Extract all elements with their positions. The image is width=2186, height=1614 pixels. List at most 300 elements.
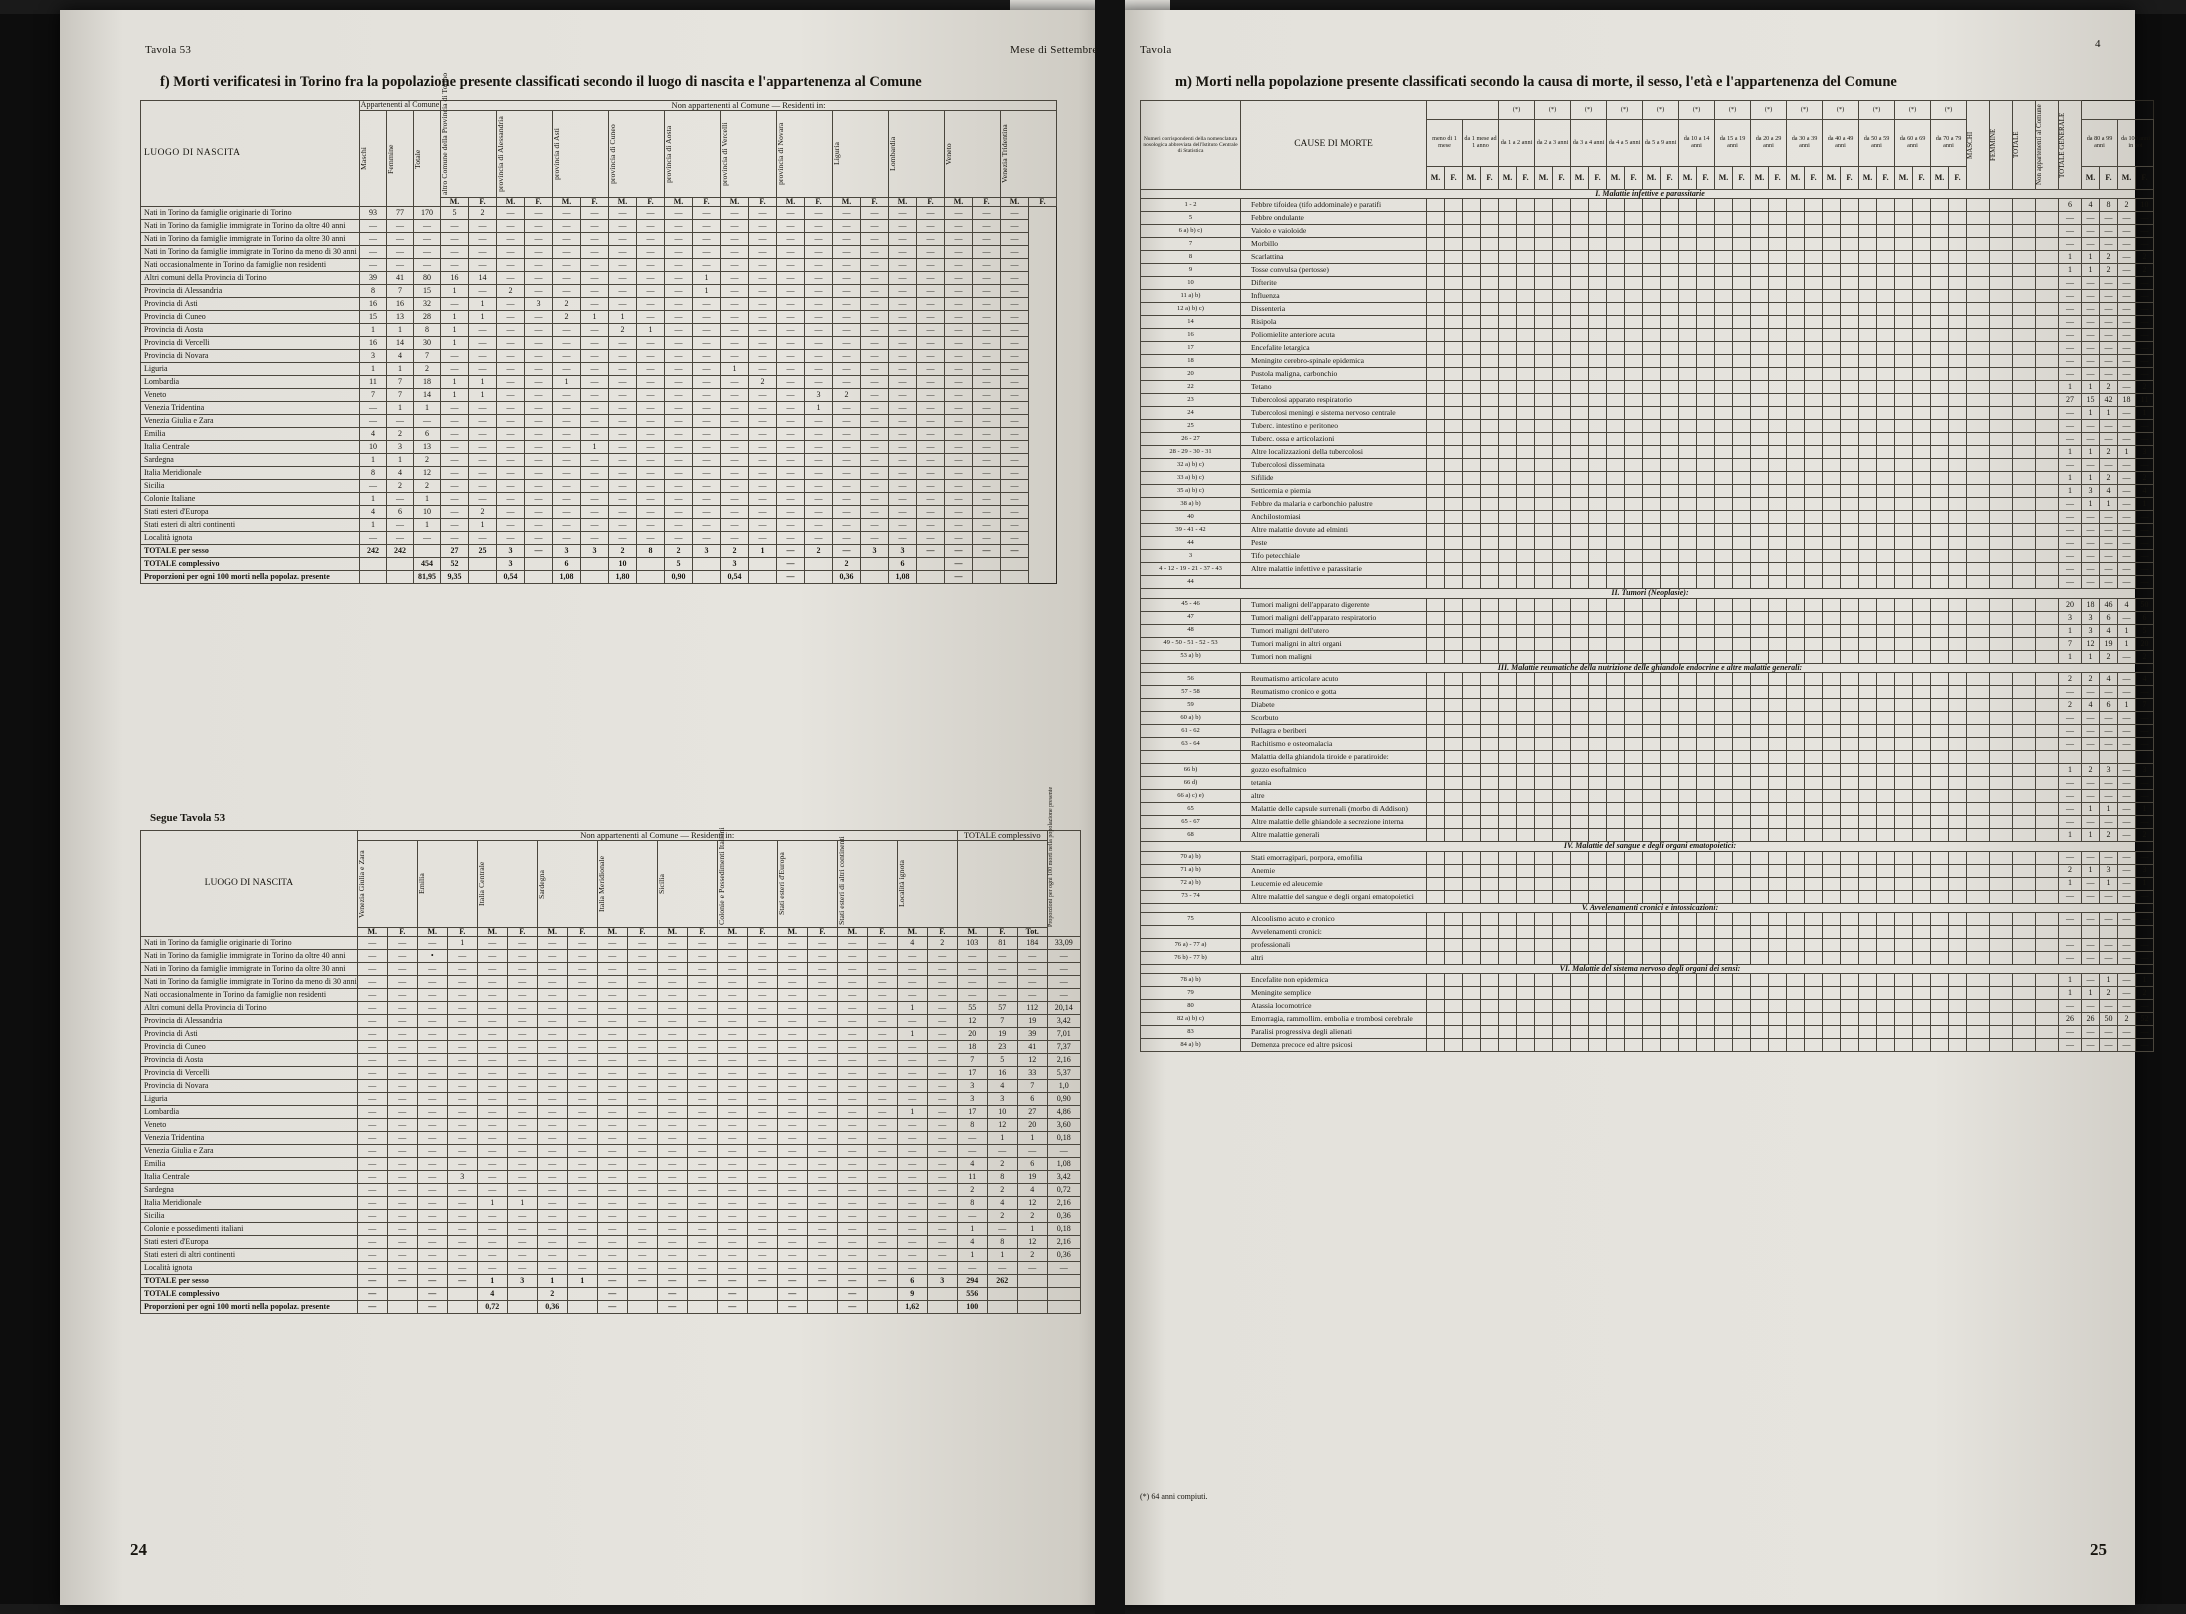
data-cell: — (469, 220, 497, 233)
data-cell (1949, 686, 1967, 699)
data-cell (1571, 1039, 1589, 1052)
data-cell (1643, 537, 1661, 550)
data-cell (1571, 624, 1589, 637)
book-gutter (1095, 0, 1125, 1614)
data-cell: — (1001, 311, 1029, 324)
data-cell: — (360, 259, 387, 272)
data-cell: — (777, 1158, 807, 1171)
data-cell: — (889, 272, 917, 285)
data-cell (1661, 550, 1679, 563)
data-cell (1535, 1026, 1553, 1039)
data-cell (1895, 264, 1913, 277)
data-cell (693, 571, 721, 584)
data-cell (2013, 225, 2036, 238)
data-cell (1643, 777, 1661, 790)
data-cell: — (525, 337, 553, 350)
mf-subheader: M. (441, 197, 469, 206)
data-cell: — (567, 1015, 597, 1028)
row-label: Tumori maligni dell'apparato digerente (1241, 598, 1427, 611)
total-cell: 1 (2059, 251, 2082, 264)
data-cell: — (627, 1041, 657, 1054)
data-cell (1481, 355, 1499, 368)
data-cell: — (717, 1301, 747, 1314)
data-cell: — (537, 1210, 567, 1223)
data-cell (747, 1301, 777, 1314)
data-cell (1841, 485, 1859, 498)
data-cell: — (777, 1210, 807, 1223)
data-cell: 1 (749, 545, 777, 558)
data-cell (1607, 803, 1625, 816)
data-cell (1769, 790, 1787, 803)
data-cell (637, 571, 665, 584)
data-cell: — (665, 363, 693, 376)
data-cell (2013, 251, 2036, 264)
data-cell (2036, 650, 2059, 663)
data-cell: 1 (469, 519, 497, 532)
data-cell: — (627, 1106, 657, 1119)
data-cell: 1,08 (889, 571, 917, 584)
data-cell (1679, 576, 1697, 589)
data-cell: — (717, 963, 747, 976)
data-cell (1607, 433, 1625, 446)
data-cell: — (597, 1119, 627, 1132)
row-label: Altri comuni della Provincia di Torino (141, 272, 360, 285)
data-cell: — (417, 976, 447, 989)
data-cell (1990, 650, 2013, 663)
data-cell (2013, 238, 2036, 251)
total-cell: — (2082, 459, 2100, 472)
data-cell (1589, 446, 1607, 459)
data-cell: — (693, 519, 721, 532)
data-cell: 3 (360, 350, 387, 363)
data-cell: 5,37 (1047, 1067, 1080, 1080)
data-cell (1895, 1039, 1913, 1052)
data-cell (1589, 790, 1607, 803)
data-cell (1661, 498, 1679, 511)
total-cell: — (2082, 316, 2100, 329)
data-cell: — (417, 1288, 447, 1301)
data-cell (1571, 264, 1589, 277)
data-cell (1017, 1301, 1047, 1314)
data-cell (1877, 459, 1895, 472)
data-cell: — (507, 1119, 537, 1132)
data-cell: — (973, 246, 1001, 259)
data-cell (1589, 329, 1607, 342)
data-cell (1769, 803, 1787, 816)
data-cell: 1 (805, 402, 833, 415)
data-cell (1751, 951, 1769, 964)
data-cell (1697, 290, 1715, 303)
data-cell (1463, 498, 1481, 511)
data-cell: — (1001, 220, 1029, 233)
data-cell (1823, 511, 1841, 524)
data-cell (1913, 329, 1931, 342)
row-label: Anemie (1241, 864, 1427, 877)
data-cell (1967, 738, 1990, 751)
data-cell (1571, 637, 1589, 650)
data-cell (2013, 420, 2036, 433)
mf-subheader: F. (1589, 166, 1607, 189)
row-label: Lombardia (141, 1106, 358, 1119)
data-cell: 2 (721, 545, 749, 558)
mf-subheader: M. (1001, 197, 1029, 206)
data-cell: — (805, 272, 833, 285)
data-cell: 77 (387, 207, 414, 220)
data-cell: — (717, 1119, 747, 1132)
total-cell: — (2059, 951, 2082, 964)
data-cell (1877, 199, 1895, 212)
data-cell: — (507, 950, 537, 963)
data-cell (1967, 764, 1990, 777)
data-cell: — (717, 1171, 747, 1184)
total-cell: 4 (2118, 598, 2136, 611)
data-cell: — (417, 1002, 447, 1015)
data-cell (1697, 485, 1715, 498)
data-cell (1931, 576, 1949, 589)
age-group-header: da 30 a 39 anni (1787, 120, 1823, 166)
nomenclature-code (1141, 925, 1241, 938)
age-group-header: da 1 mese ad 1 anno (1463, 120, 1499, 166)
data-cell (1571, 563, 1589, 576)
data-cell (1499, 251, 1517, 264)
total-cell: — (2100, 316, 2118, 329)
data-cell (1607, 1039, 1625, 1052)
data-cell (1427, 446, 1445, 459)
data-cell (1499, 316, 1517, 329)
data-cell (1481, 987, 1499, 1000)
data-cell (2036, 264, 2059, 277)
data-cell (1427, 637, 1445, 650)
data-cell (1877, 686, 1895, 699)
data-cell (1841, 637, 1859, 650)
data-cell (1499, 974, 1517, 987)
data-cell (1805, 212, 1823, 225)
total-cell: — (2136, 368, 2154, 381)
data-cell (1679, 277, 1697, 290)
mf-subheader: M. (1427, 166, 1445, 189)
data-cell (1949, 951, 1967, 964)
total-cell: 3 (2100, 764, 2118, 777)
data-cell (507, 1288, 537, 1301)
row-label: Provincia di Alessandria (141, 285, 360, 298)
data-cell (1463, 686, 1481, 699)
table-row (141, 363, 1057, 376)
data-cell (1895, 251, 1913, 264)
data-cell (1427, 251, 1445, 264)
mf-subheader: F. (627, 927, 657, 936)
data-cell: — (717, 976, 747, 989)
data-cell (1463, 725, 1481, 738)
table-row (1141, 446, 2154, 459)
data-cell (1571, 650, 1589, 663)
data-cell (1607, 212, 1625, 225)
data-cell: 81 (987, 937, 1017, 950)
data-cell (1445, 1039, 1463, 1052)
data-cell (1715, 650, 1733, 663)
data-cell (1553, 342, 1571, 355)
data-cell (1967, 624, 1990, 637)
data-cell (1643, 225, 1661, 238)
data-cell (1859, 524, 1877, 537)
data-cell (1931, 803, 1949, 816)
data-cell (1877, 816, 1895, 829)
data-cell: — (777, 1145, 807, 1158)
data-cell (987, 1288, 1017, 1301)
table-row (1141, 303, 2154, 316)
data-cell (1517, 738, 1535, 751)
data-cell (1931, 407, 1949, 420)
mf-subheader: M. (721, 197, 749, 206)
data-cell: — (637, 441, 665, 454)
data-cell: — (417, 1067, 447, 1080)
data-cell: — (553, 337, 581, 350)
data-cell (1967, 225, 1990, 238)
data-cell: — (567, 1093, 597, 1106)
data-cell (1589, 637, 1607, 650)
data-cell: — (627, 989, 657, 1002)
data-cell: — (507, 1106, 537, 1119)
data-cell (1823, 1039, 1841, 1052)
data-cell: — (897, 1093, 927, 1106)
data-cell: — (957, 1145, 987, 1158)
data-cell: — (833, 480, 861, 493)
total-cell: 1 (2082, 407, 2100, 420)
data-cell: — (777, 989, 807, 1002)
data-cell: — (837, 1171, 867, 1184)
data-cell (2036, 925, 2059, 938)
data-cell (1990, 951, 2013, 964)
table-row (1141, 355, 2154, 368)
data-cell: — (665, 441, 693, 454)
data-cell (1463, 433, 1481, 446)
data-cell (1805, 576, 1823, 589)
data-cell: — (507, 1158, 537, 1171)
data-cell (1535, 277, 1553, 290)
total-cell: — (2059, 1039, 2082, 1052)
data-cell: — (417, 1015, 447, 1028)
row-label: Venezia Tridentina (141, 402, 360, 415)
section-header-row (1141, 842, 2154, 851)
data-cell: — (497, 246, 525, 259)
data-cell: — (665, 298, 693, 311)
data-cell (1697, 342, 1715, 355)
data-cell (1607, 264, 1625, 277)
mf-subheader: F. (1805, 166, 1823, 189)
data-cell: — (567, 1002, 597, 1015)
data-cell (1715, 1013, 1733, 1026)
data-cell: — (805, 467, 833, 480)
data-cell: 1 (693, 285, 721, 298)
data-cell: — (637, 350, 665, 363)
data-cell (1625, 738, 1643, 751)
data-cell (1715, 550, 1733, 563)
row-label: Tuberc. ossa e articolazioni (1241, 433, 1427, 446)
data-cell: — (747, 1002, 777, 1015)
data-cell (1589, 472, 1607, 485)
data-cell (1625, 1000, 1643, 1013)
data-cell (1499, 699, 1517, 712)
data-cell: — (807, 1262, 837, 1275)
data-cell (1733, 738, 1751, 751)
data-cell (1823, 537, 1841, 550)
mf-subheader: F. (1769, 166, 1787, 189)
table-row (141, 519, 1057, 532)
data-cell: 1 (1017, 1132, 1047, 1145)
age-group-header: da 60 a 69 anni (1895, 120, 1931, 166)
table-row (1141, 563, 2154, 576)
data-cell (1751, 446, 1769, 459)
data-cell (2036, 472, 2059, 485)
data-cell (1751, 686, 1769, 699)
row-label: altri (1241, 951, 1427, 964)
data-cell (1751, 864, 1769, 877)
data-cell (1733, 342, 1751, 355)
data-cell: — (477, 1184, 507, 1197)
mf-subheader: F. (1949, 166, 1967, 189)
table-row (1141, 598, 2154, 611)
data-cell (1499, 611, 1517, 624)
total-cell: 46 (2100, 598, 2118, 611)
data-cell (1463, 1000, 1481, 1013)
row-label: Pustola maligna, carbonchio (1241, 368, 1427, 381)
table-row (1141, 777, 2154, 790)
total-cell: 1 (2136, 803, 2154, 816)
data-cell: 1 (721, 363, 749, 376)
data-cell: — (477, 1236, 507, 1249)
total-cell: 2 (2059, 673, 2082, 686)
data-cell (1733, 537, 1751, 550)
data-cell: — (807, 950, 837, 963)
data-cell (2036, 290, 2059, 303)
data-cell: — (567, 1067, 597, 1080)
data-cell: — (889, 220, 917, 233)
data-cell: 10 (609, 558, 637, 571)
data-cell (1589, 407, 1607, 420)
data-cell (1553, 738, 1571, 751)
data-cell (1427, 764, 1445, 777)
data-cell (1697, 803, 1715, 816)
data-cell: — (637, 285, 665, 298)
mf-subheader: F. (637, 197, 665, 206)
data-cell: — (805, 298, 833, 311)
data-cell (1823, 290, 1841, 303)
data-cell: 8 (360, 467, 387, 480)
data-cell (1463, 225, 1481, 238)
total-cell: — (2118, 890, 2136, 903)
data-cell (1553, 459, 1571, 472)
data-cell (1823, 624, 1841, 637)
data-cell (1859, 498, 1877, 511)
total-cell: — (2118, 790, 2136, 803)
table-row (141, 1106, 1081, 1119)
data-cell (1967, 912, 1990, 925)
data-cell (1805, 524, 1823, 537)
data-cell: 10 (414, 506, 441, 519)
data-cell (1589, 524, 1607, 537)
data-cell (1787, 751, 1805, 764)
data-cell: — (833, 324, 861, 337)
data-cell: — (1001, 519, 1029, 532)
data-cell: — (637, 389, 665, 402)
data-cell (1967, 498, 1990, 511)
data-cell: — (833, 376, 861, 389)
data-cell (2036, 816, 2059, 829)
data-cell: — (597, 1236, 627, 1249)
table-row (141, 493, 1057, 506)
total-cell: 2 (2082, 764, 2100, 777)
data-cell (1931, 459, 1949, 472)
total-cell: 1 (2059, 877, 2082, 890)
data-cell (1553, 251, 1571, 264)
total-cell (2059, 925, 2082, 938)
data-cell (1805, 912, 1823, 925)
data-cell (1823, 816, 1841, 829)
data-cell: — (567, 1041, 597, 1054)
data-cell: — (897, 1262, 927, 1275)
data-cell (2013, 877, 2036, 890)
data-cell (1427, 611, 1445, 624)
data-cell (1733, 277, 1751, 290)
nomenclature-code: 22 (1141, 381, 1241, 394)
data-cell (1607, 238, 1625, 251)
data-cell (1679, 407, 1697, 420)
data-cell (1787, 433, 1805, 446)
data-cell (1931, 290, 1949, 303)
nomenclature-code: 10 (1141, 277, 1241, 290)
data-cell (1589, 925, 1607, 938)
data-cell (1607, 563, 1625, 576)
data-cell (1787, 225, 1805, 238)
data-cell: — (777, 1015, 807, 1028)
total-cell: 50 (2100, 1013, 2118, 1026)
data-cell (1625, 864, 1643, 877)
data-cell: — (897, 1158, 927, 1171)
data-cell (1715, 738, 1733, 751)
data-cell (1571, 277, 1589, 290)
data-cell: — (973, 519, 1001, 532)
data-cell (1643, 877, 1661, 890)
data-cell: — (447, 1041, 477, 1054)
data-cell: — (627, 1249, 657, 1262)
data-cell (1697, 951, 1715, 964)
total-cell: — (2059, 890, 2082, 903)
total-cell: — (2059, 368, 2082, 381)
data-cell (1823, 420, 1841, 433)
data-cell (1697, 851, 1715, 864)
data-cell: — (597, 1158, 627, 1171)
data-cell (1859, 212, 1877, 225)
data-cell (1823, 407, 1841, 420)
data-cell (1571, 987, 1589, 1000)
data-cell: — (747, 1236, 777, 1249)
data-cell: — (805, 480, 833, 493)
data-cell (1643, 511, 1661, 524)
data-cell: — (477, 1119, 507, 1132)
total-cell: 2 (2100, 650, 2118, 663)
data-cell: — (441, 246, 469, 259)
data-cell (1535, 1013, 1553, 1026)
data-cell: — (1001, 506, 1029, 519)
data-cell (1679, 485, 1697, 498)
data-cell: — (553, 402, 581, 415)
data-cell (1607, 751, 1625, 764)
total-cell: 3 (2082, 611, 2100, 624)
data-cell (2036, 511, 2059, 524)
data-cell: — (497, 454, 525, 467)
data-cell: — (833, 246, 861, 259)
data-cell (1859, 790, 1877, 803)
data-cell (1859, 777, 1877, 790)
